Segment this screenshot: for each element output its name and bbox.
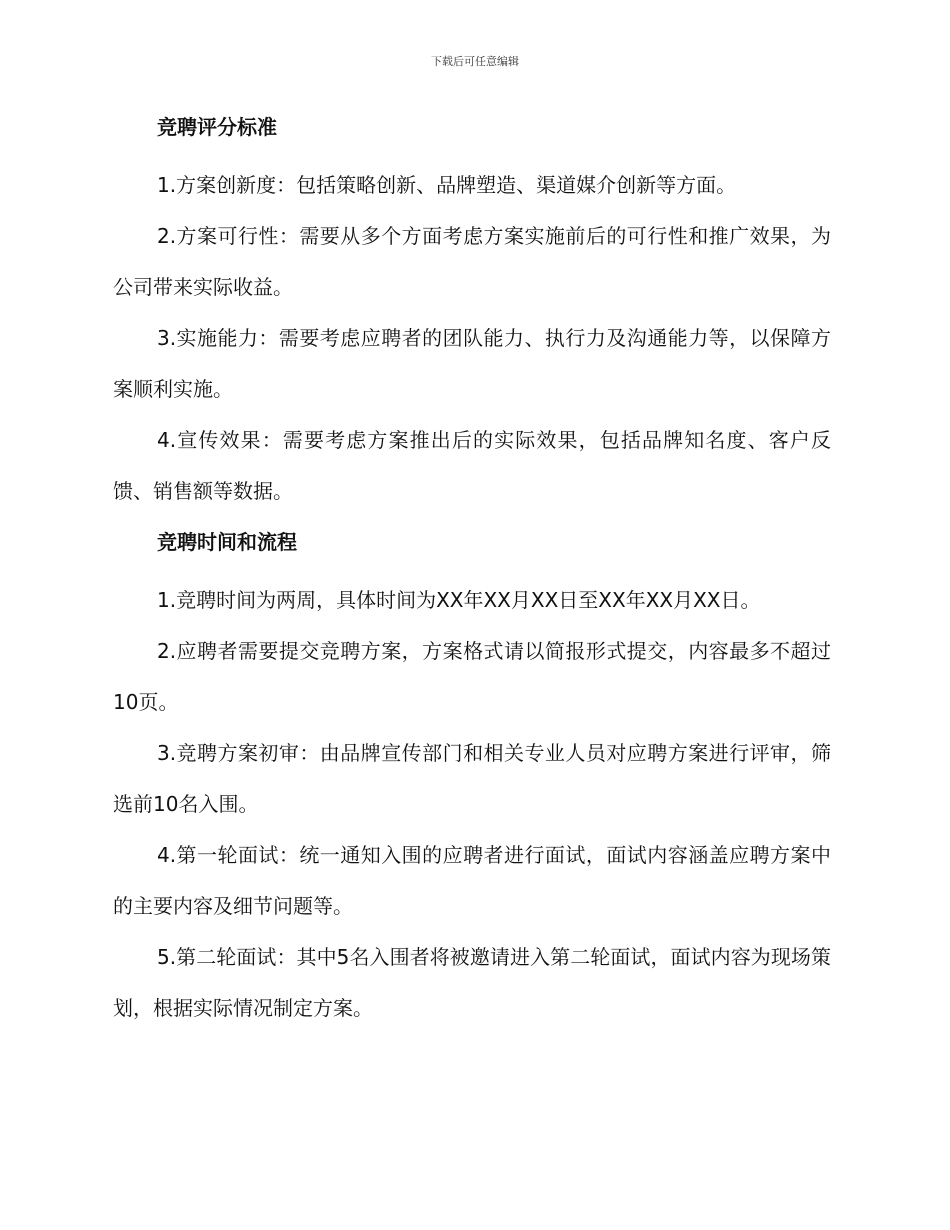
scoring-item-2: 2.方案可行性：需要从多个方面考虑方案实施前后的可行性和推广效果，为公司带来实际收益。 (113, 224, 831, 299)
timeline-item-3: 3.竞聘方案初审：由品牌宣传部门和相关专业人员对应聘方案进行评审，筛选前10名入围。 (113, 741, 831, 816)
scoring-item-3: 3.实施能力：需要考虑应聘者的团队能力、执行力及沟通能力等，以保障方案顺利实施。 (113, 326, 831, 401)
timeline-item-1: 1.竞聘时间为两周，具体时间为XX年XX月XX日至XX年XX月XX日。 (157, 588, 761, 612)
timeline-item-2: 2.应聘者需要提交竞聘方案，方案格式请以简报形式提交，内容最多不超过10页。 (113, 639, 831, 714)
section-heading-timeline: 竞聘时间和流程 (157, 530, 297, 554)
section-heading-scoring: 竞聘评分标准 (157, 115, 277, 139)
scoring-item-1: 1.方案创新度：包括策略创新、品牌塑造、渠道媒介创新等方面。 (157, 173, 737, 197)
timeline-item-4: 4.第一轮面试：统一通知入围的应聘者进行面试，面试内容涵盖应聘方案中的主要内容及细节问题等。 (113, 843, 831, 918)
timeline-item-5: 5.第二轮面试：其中5名入围者将被邀请进入第二轮面试，面试内容为现场策划，根据实际情况制定方案。 (113, 945, 831, 1020)
page-header: 下载后可任意编辑 (431, 55, 519, 68)
document-body (113, 110, 831, 1034)
scoring-item-4: 4.宣传效果：需要考虑方案推出后的实际效果，包括品牌知名度、客户反馈、销售额等数据。 (113, 428, 831, 503)
